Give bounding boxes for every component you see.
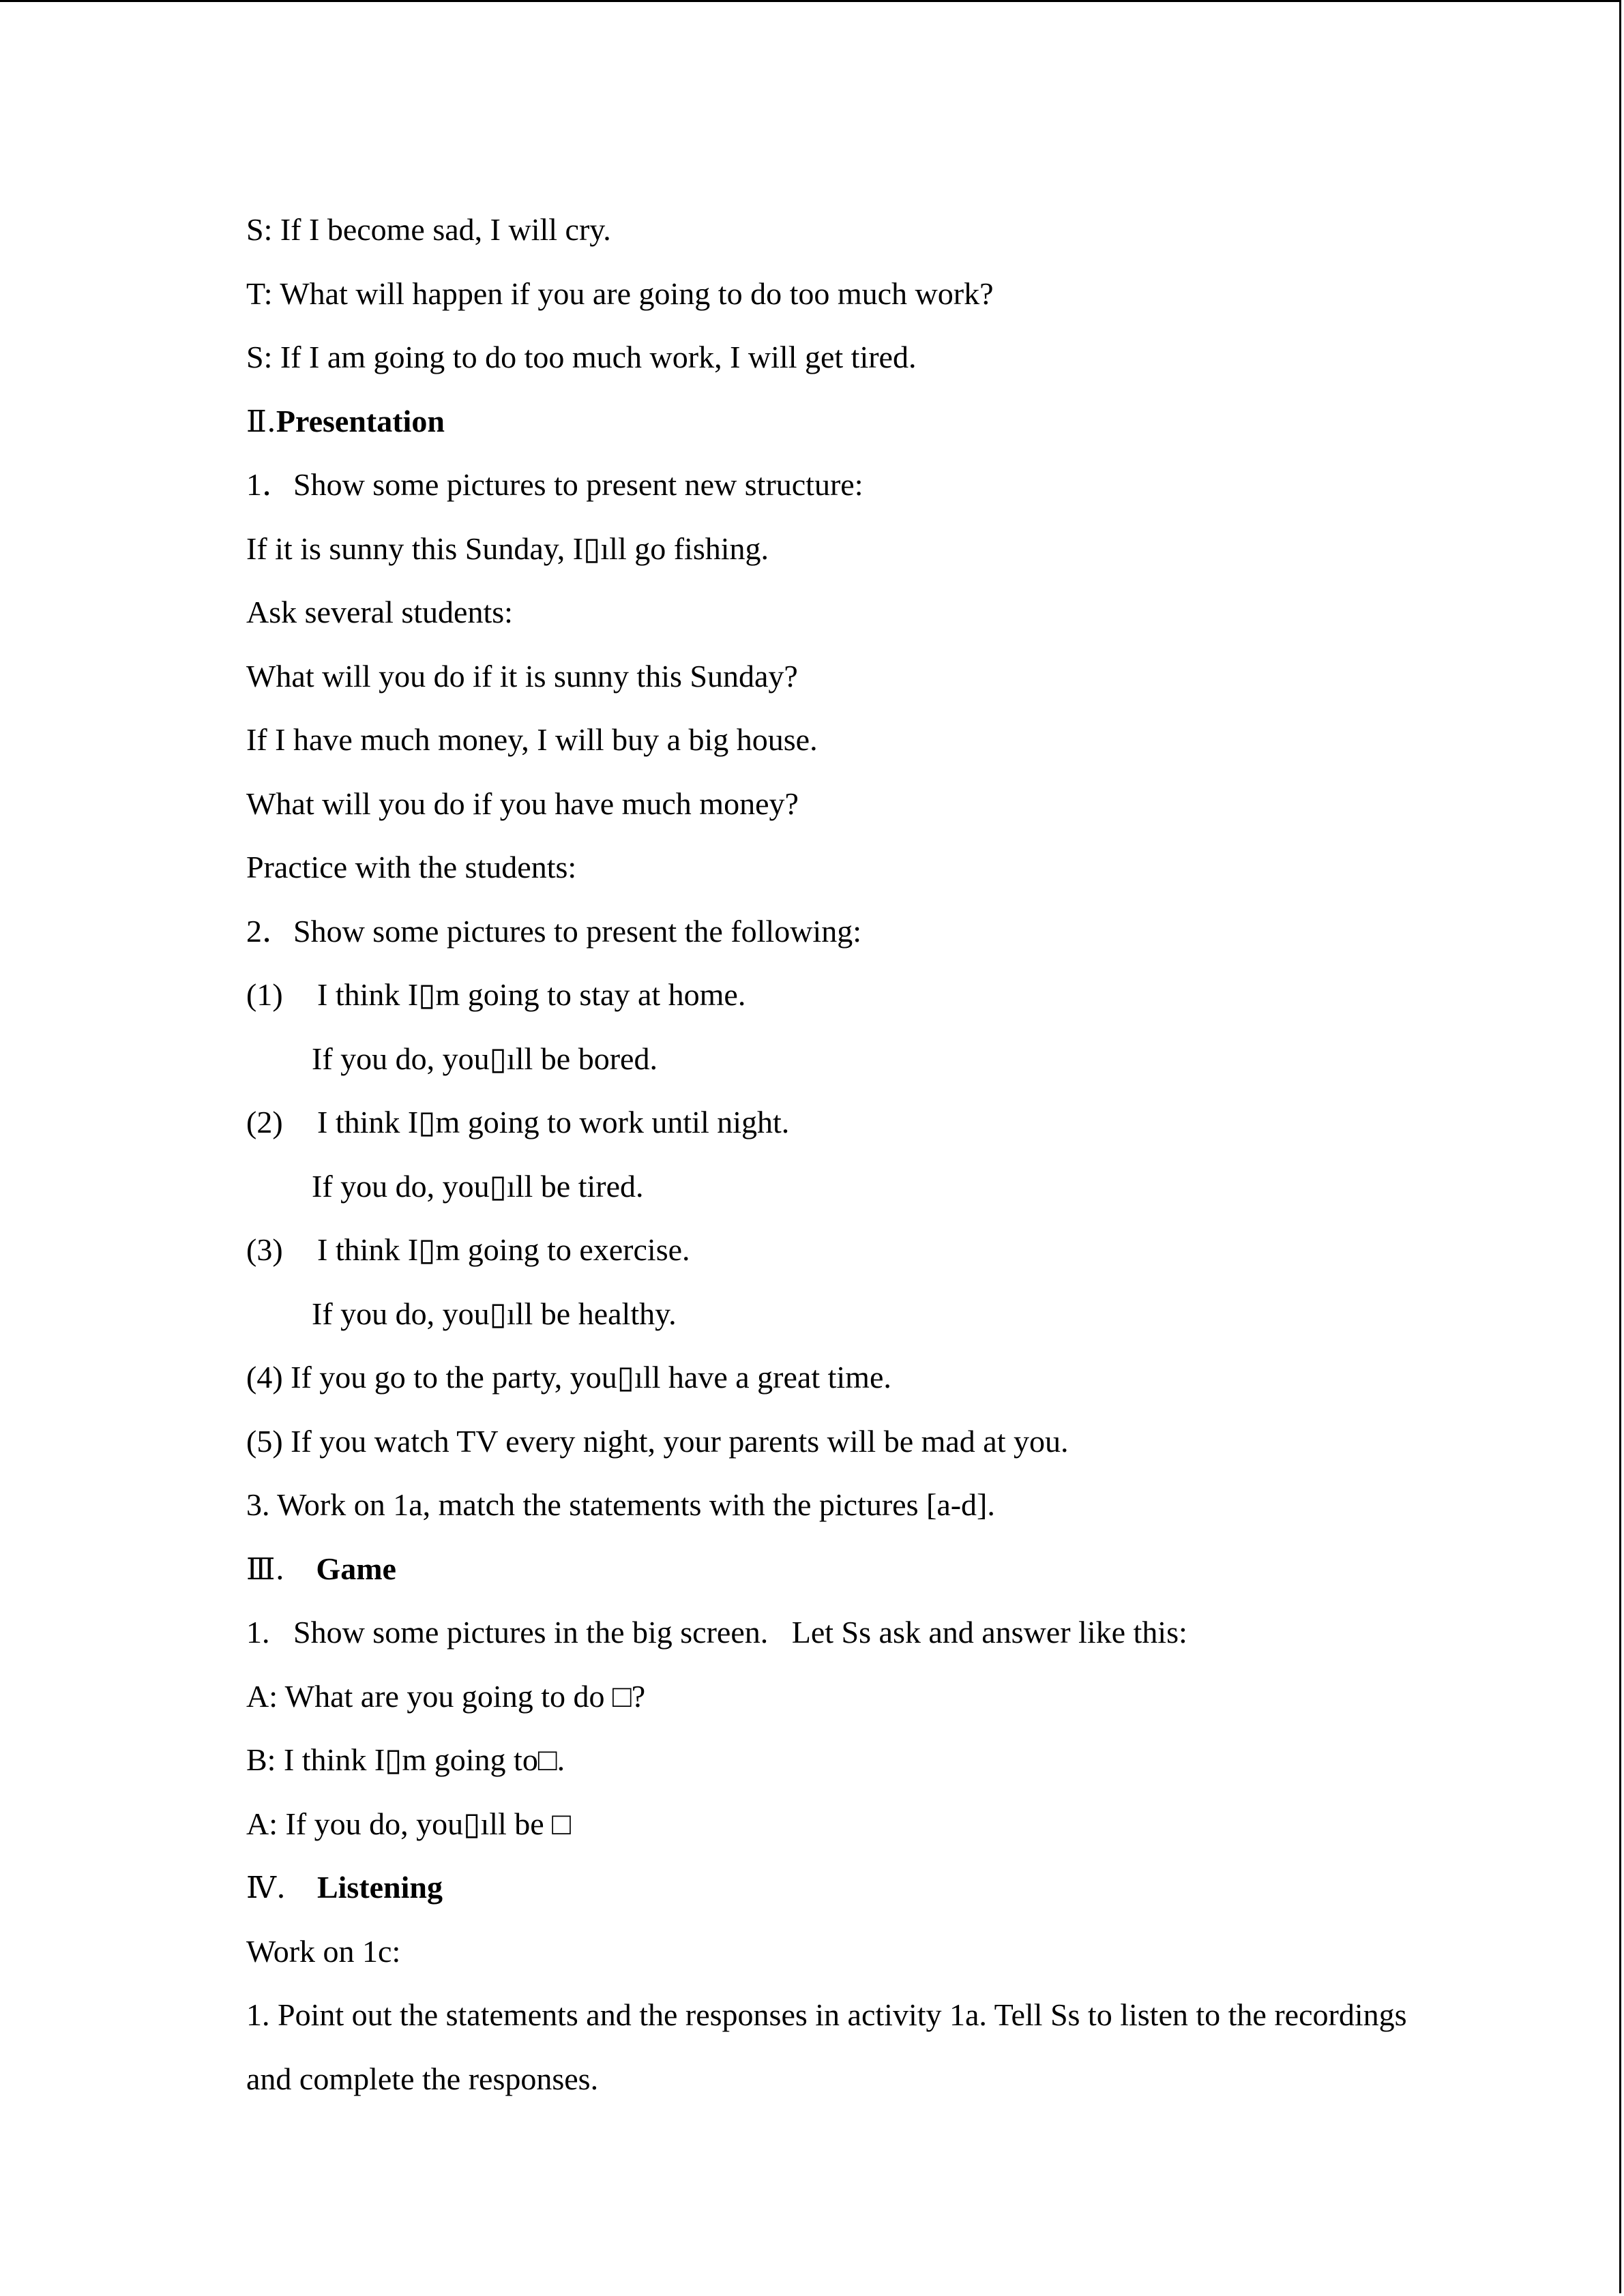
section-number: Ⅲ. [246,1551,285,1587]
item-text: I think I▯m going to work until night. [317,1105,790,1139]
document-body [246,198,1447,2111]
step-paragraph: 1. Point out the statements and the responses in activity 1a. Tell Ss to listen to the recordings and complete the responses. [246,1997,1407,2096]
item-text: I think I▯m going to stay at home. [317,977,746,1012]
dialogue-line: T: What will happen if you are going to do too much work? [246,275,994,311]
response-line: If you do, you▯ıll be bored. [312,1041,658,1076]
numbered-item [246,963,1447,1027]
dialogue-line: S: If I become sad, I will cry. [246,212,611,247]
dialogue-line: A: What are you going to do □? [246,1678,646,1714]
instruction-line: Work on 1c: [246,1933,401,1969]
item-number: (1) [246,977,283,1012]
dialogue-line: B: I think I▯m going to□. [246,1742,565,1777]
step-line: 2．Show some pictures to present the following: [246,913,861,949]
numbered-item: (5) If you watch TV every night, your parents will be mad at you. [246,1423,1069,1459]
dialogue-line: A: If you do, you▯ıll be □ [246,1806,571,1841]
section-heading-listening [246,1855,1447,1920]
step-line: 1．Show some pictures to present new structure: [246,467,863,502]
example-sentence: What will you do if you have much money? [246,786,799,821]
item-number: (2) [246,1105,283,1139]
response-line: If you do, you▯ıll be tired. [312,1168,644,1204]
example-sentence: If I have much money, I will buy a big house. [246,722,818,757]
instruction-line: Practice with the students: [246,850,577,884]
numbered-item [246,1090,1447,1154]
item-number: (3) [246,1232,283,1267]
section-heading-game [246,1537,1447,1601]
response-line: If you do, you▯ıll be healthy. [312,1296,677,1331]
section-number: Ⅱ. [246,404,276,439]
example-sentence: What will you do if it is sunny this Sunday? [246,658,798,694]
numbered-item [246,1218,1447,1282]
section-title: Game [316,1551,396,1586]
section-title: Presentation [276,403,445,438]
step-line: 1. Show some pictures in the big screen. Let Ss ask and answer like this: [246,1615,1187,1650]
section-title: Listening [316,1870,443,1905]
section-number: Ⅳ. [246,1870,286,1905]
instruction-line: Ask several students: [246,595,513,629]
section-heading-presentation [246,389,1447,453]
example-sentence: If it is sunny this Sunday, I▯ıll go fishing. [246,531,769,566]
item-text: I think I▯m going to exercise. [317,1232,690,1267]
dialogue-line: S: If I am going to do too much work, I will get tired. [246,340,917,374]
numbered-item: (4) If you go to the party, you▯ıll have a great time. [246,1360,891,1395]
step-line: 3. Work on 1a, match the statements with the pictures [a-d]. [246,1487,995,1522]
